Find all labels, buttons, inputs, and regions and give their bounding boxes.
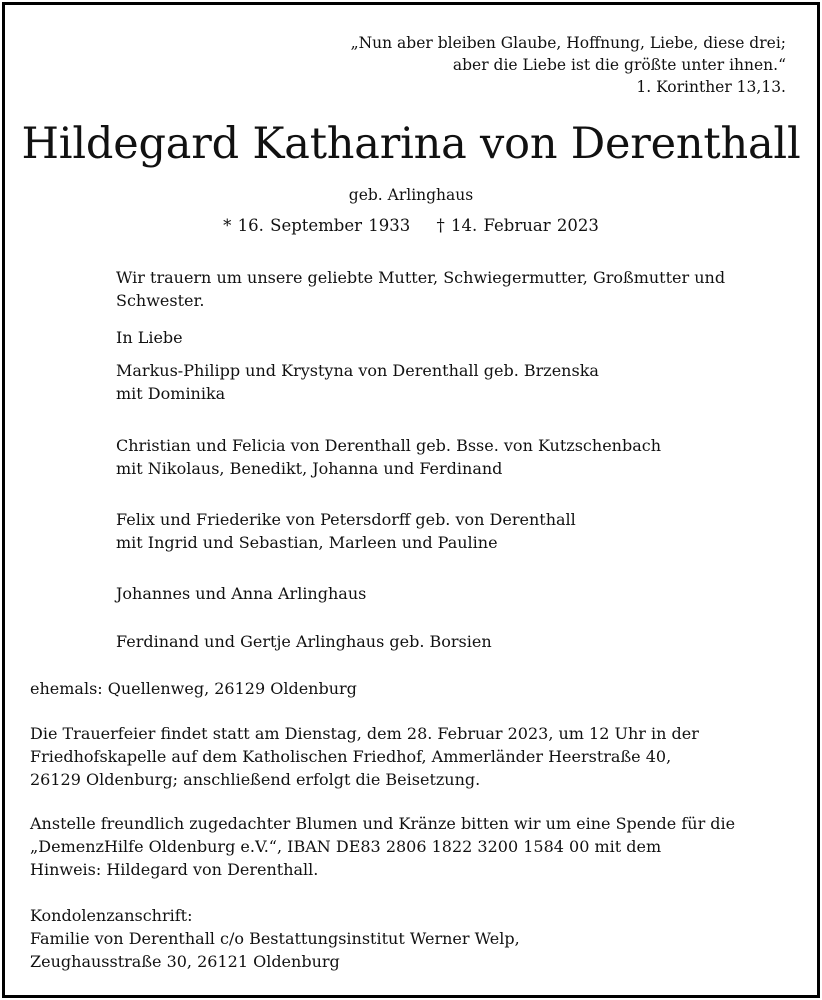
family-line: Felix und Friederike von Petersdorff geb. von Derenthall (116, 510, 576, 529)
verse-line: „Nun aber bleiben Glaube, Hoffnung, Liebe, diese drei; (350, 34, 786, 52)
verse-line: aber die Liebe ist die größte unter ihnen.“ (452, 56, 786, 74)
funeral-line: Friedhofskapelle auf dem Katholischen Friedhof, Ammerländer Heerstraße 40, (30, 747, 672, 766)
family-entry (116, 630, 492, 653)
family-entry (116, 582, 366, 605)
donation-info (30, 812, 735, 881)
family-entry (116, 508, 576, 554)
family-line: Christian und Felicia von Derenthall geb. Bsse. von Kutzschenbach (116, 436, 662, 455)
birth-date: * 16. September 1933 (223, 216, 411, 235)
family-entry (116, 434, 661, 480)
bible-verse (351, 32, 786, 98)
funeral-line: Die Trauerfeier findet statt am Dienstag, dem 28. Februar 2023, um 12 Uhr in der (30, 724, 699, 743)
announcement-line: Wir trauern um unsere geliebte Mutter, Schwiegermutter, Großmutter und (116, 268, 726, 287)
family-line: mit Ingrid und Sebastian, Marleen und Pauline (116, 533, 498, 552)
condolence-line: Zeughausstraße 30, 26121 Oldenburg (30, 952, 340, 971)
born-name: geb. Arlinghaus (348, 186, 474, 204)
family-line: Johannes und Anna Arlinghaus (116, 584, 367, 603)
death-date: † 14. Februar 2023 (436, 216, 599, 235)
donation-line: „DemenzHilfe Oldenburg e.V.“, IBAN DE83 2806 1822 3200 1584 00 mit dem (30, 837, 662, 856)
verse-reference: 1. Korinther 13,13. (636, 78, 786, 96)
donation-line: Anstelle freundlich zugedachter Blumen und Kränze bitten wir um eine Spende für die (30, 814, 736, 833)
announcement-line: Schwester. (116, 291, 205, 310)
announcement (116, 266, 725, 312)
condolence-heading: Kondolenzanschrift: (30, 906, 193, 925)
deceased-name: Hildegard Katharina von Derenthall (21, 119, 801, 169)
funeral-line: 26129 Oldenburg; anschließend erfolgt die Beisetzung. (30, 770, 481, 789)
donation-line: Hinweis: Hildegard von Derenthall. (30, 860, 319, 879)
life-dates (0, 216, 822, 235)
former-address: ehemals: Quellenweg, 26129 Oldenburg (30, 679, 357, 698)
family-entry (116, 359, 599, 405)
family-line: mit Dominika (116, 384, 226, 403)
condolence-address (30, 904, 520, 973)
funeral-info (30, 722, 699, 791)
family-line: Markus-Philipp und Krystyna von Derenthall geb. Brzenska (116, 361, 599, 380)
condolence-line: Familie von Derenthall c/o Bestattungsinstitut Werner Welp, (30, 929, 520, 948)
family-line: mit Nikolaus, Benedikt, Johanna und Ferdinand (116, 459, 503, 478)
family-line: Ferdinand und Gertje Arlinghaus geb. Borsien (116, 632, 492, 651)
in-love-label: In Liebe (116, 328, 183, 347)
